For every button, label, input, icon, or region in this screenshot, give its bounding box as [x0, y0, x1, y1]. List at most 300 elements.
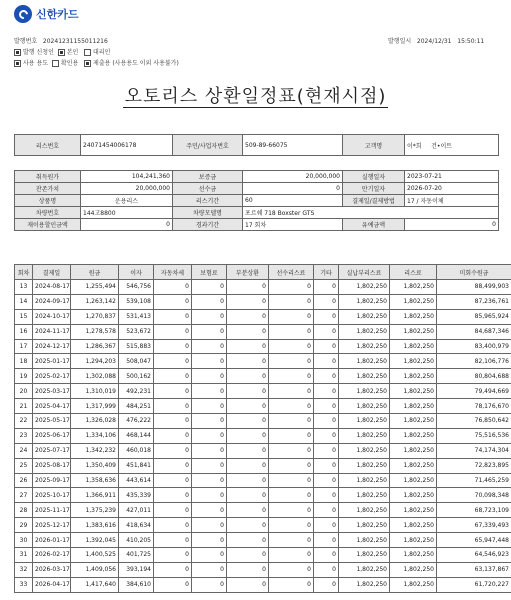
cell-outstanding-principal: 84,687,346 [437, 324, 511, 339]
cell-interest: 476,222 [119, 414, 154, 429]
cell-round: 24 [15, 443, 33, 458]
cell-insurance: 0 [192, 503, 227, 518]
acq-cost-value: 104,241,360 [81, 171, 173, 183]
cell-other: 0 [314, 428, 339, 443]
cell-lease-fee: 1,802,250 [390, 473, 437, 488]
elapsed-value: 17 회차 [243, 219, 343, 231]
lease-no-value: 24071454006178 [81, 135, 173, 156]
cell-advance-lease: 0 [269, 473, 314, 488]
table-row [15, 399, 511, 414]
cell-outstanding-principal: 83,400,979 [437, 339, 511, 354]
repayment-schedule-table [14, 264, 511, 593]
cell-interest: 384,610 [119, 577, 154, 592]
cell-other: 0 [314, 294, 339, 309]
cell-lease-fee: 1,802,250 [390, 443, 437, 458]
cell-partial-repay: 0 [227, 428, 269, 443]
cell-advance-lease: 0 [269, 309, 314, 324]
cell-other: 0 [314, 548, 339, 563]
cell-outstanding-principal: 68,723,109 [437, 503, 511, 518]
cell-pay-date: 2024-12-17 [33, 339, 71, 354]
cell-actual-payment: 1,802,250 [339, 458, 390, 473]
cell-car-tax: 0 [154, 280, 192, 295]
cell-advance-lease: 0 [269, 562, 314, 577]
cell-actual-payment: 1,802,250 [339, 339, 390, 354]
cell-other: 0 [314, 473, 339, 488]
payment-value: 17 / 자동이체 [405, 195, 499, 207]
cell-partial-repay: 0 [227, 473, 269, 488]
cell-other: 0 [314, 399, 339, 414]
cell-car-tax: 0 [154, 533, 192, 548]
cell-lease-fee: 1,802,250 [390, 324, 437, 339]
cell-partial-repay: 0 [227, 280, 269, 295]
cell-advance-lease: 0 [269, 384, 314, 399]
cell-outstanding-principal: 76,850,642 [437, 414, 511, 429]
exec-date-value: 2023-07-21 [405, 171, 499, 183]
cell-round: 32 [15, 562, 33, 577]
cell-advance-lease: 0 [269, 518, 314, 533]
id-label: 주민/사업자번호 [173, 135, 243, 156]
cell-car-tax: 0 [154, 503, 192, 518]
cell-outstanding-principal: 87,236,761 [437, 294, 511, 309]
cell-car-tax: 0 [154, 309, 192, 324]
product-value: 운용리스 [81, 195, 173, 207]
cell-car-tax: 0 [154, 562, 192, 577]
cell-interest: 451,841 [119, 458, 154, 473]
advance-value: 0 [243, 183, 343, 195]
col-header-round: 회차 [15, 265, 33, 280]
table-row [15, 414, 511, 429]
payment-label: 결제일/결제방법 [343, 195, 405, 207]
cell-actual-payment: 1,802,250 [339, 488, 390, 503]
cell-partial-repay: 0 [227, 369, 269, 384]
cell-pay-date: 2025-05-17 [33, 414, 71, 429]
cell-advance-lease: 0 [269, 488, 314, 503]
table-row [15, 458, 511, 473]
cell-round: 14 [15, 294, 33, 309]
cell-insurance: 0 [192, 443, 227, 458]
cell-interest: 460,018 [119, 443, 154, 458]
cell-partial-repay: 0 [227, 354, 269, 369]
cell-principal: 1,310,019 [71, 384, 119, 399]
cell-pay-date: 2025-01-17 [33, 354, 71, 369]
cell-interest: 401,725 [119, 548, 154, 563]
cell-interest: 500,162 [119, 369, 154, 384]
cell-advance-lease: 0 [269, 324, 314, 339]
col-header-other: 기타 [314, 265, 339, 280]
purpose-line [14, 58, 179, 67]
cell-other: 0 [314, 458, 339, 473]
cell-lease-fee: 1,802,250 [390, 488, 437, 503]
cell-pay-date: 2024-09-17 [33, 294, 71, 309]
cell-round: 18 [15, 354, 33, 369]
cell-principal: 1,342,232 [71, 443, 119, 458]
cell-outstanding-principal: 63,137,867 [437, 562, 511, 577]
cell-round: 27 [15, 488, 33, 503]
cell-actual-payment: 1,802,250 [339, 548, 390, 563]
residual-value: 20,000,000 [81, 183, 173, 195]
cell-interest: 539,108 [119, 294, 154, 309]
cell-outstanding-principal: 61,720,227 [437, 577, 511, 592]
cell-car-tax: 0 [154, 473, 192, 488]
cell-advance-lease: 0 [269, 414, 314, 429]
col-header-pay-date: 결제일 [33, 265, 71, 280]
cell-car-tax: 0 [154, 548, 192, 563]
cell-actual-payment: 1,802,250 [339, 562, 390, 577]
cell-outstanding-principal: 79,494,669 [437, 384, 511, 399]
cell-car-tax: 0 [154, 399, 192, 414]
cell-outstanding-principal: 70,098,348 [437, 488, 511, 503]
cell-advance-lease: 0 [269, 458, 314, 473]
applicant-self-checkbox[interactable] [58, 49, 65, 56]
cell-insurance: 0 [192, 428, 227, 443]
table-row [15, 443, 511, 458]
cell-actual-payment: 1,802,250 [339, 533, 390, 548]
cell-outstanding-principal: 64,546,923 [437, 548, 511, 563]
cell-partial-repay: 0 [227, 518, 269, 533]
deferred-value: 0 [405, 219, 499, 231]
cell-partial-repay: 0 [227, 562, 269, 577]
cell-pay-date: 2024-10-17 [33, 309, 71, 324]
cell-other: 0 [314, 324, 339, 339]
table-row [15, 354, 511, 369]
cell-actual-payment: 1,802,250 [339, 280, 390, 295]
cell-round: 22 [15, 414, 33, 429]
cell-outstanding-principal: 88,499,903 [437, 280, 511, 295]
deferred-label: 유예금액 [343, 219, 405, 231]
cell-car-tax: 0 [154, 577, 192, 592]
cell-interest: 435,339 [119, 488, 154, 503]
cell-lease-fee: 1,802,250 [390, 533, 437, 548]
cell-partial-repay: 0 [227, 458, 269, 473]
purpose-label: 사용 용도 [23, 60, 49, 67]
cell-interest: 468,144 [119, 428, 154, 443]
table-row [15, 384, 511, 399]
customer-value-cell [405, 135, 499, 156]
cell-interest: 515,883 [119, 339, 154, 354]
cell-interest: 492,231 [119, 384, 154, 399]
cell-round: 28 [15, 503, 33, 518]
cell-lease-fee: 1,802,250 [390, 503, 437, 518]
cell-principal: 1,286,367 [71, 339, 119, 354]
cell-actual-payment: 1,802,250 [339, 414, 390, 429]
cell-lease-fee: 1,802,250 [390, 280, 437, 295]
cell-insurance: 0 [192, 533, 227, 548]
cell-partial-repay: 0 [227, 577, 269, 592]
cell-pay-date: 2025-02-17 [33, 369, 71, 384]
contract-info-table [14, 170, 499, 231]
table-row [15, 324, 511, 339]
cell-interest: 523,672 [119, 324, 154, 339]
table-row [15, 503, 511, 518]
cell-other: 0 [314, 339, 339, 354]
cell-lease-fee: 1,802,250 [390, 339, 437, 354]
cell-principal: 1,302,088 [71, 369, 119, 384]
cell-actual-payment: 1,802,250 [339, 443, 390, 458]
cell-other: 0 [314, 369, 339, 384]
table-row [15, 294, 511, 309]
cell-principal: 1,392,045 [71, 533, 119, 548]
cell-interest: 508,047 [119, 354, 154, 369]
cell-round: 25 [15, 458, 33, 473]
cell-insurance: 0 [192, 399, 227, 414]
applicant-proxy-checkbox[interactable] [84, 49, 91, 56]
cell-principal: 1,326,028 [71, 414, 119, 429]
cell-outstanding-principal: 85,965,924 [437, 309, 511, 324]
cell-other: 0 [314, 533, 339, 548]
cell-round: 31 [15, 548, 33, 563]
cell-partial-repay: 0 [227, 414, 269, 429]
cell-car-tax: 0 [154, 354, 192, 369]
shinhan-logo-icon [14, 5, 32, 23]
cell-partial-repay: 0 [227, 339, 269, 354]
car-model-value: 포르쉐 718 Boxster GTS [243, 207, 499, 219]
customer-name: 이*희 [407, 142, 422, 150]
cell-lease-fee: 1,802,250 [390, 562, 437, 577]
cell-actual-payment: 1,802,250 [339, 473, 390, 488]
cell-advance-lease: 0 [269, 280, 314, 295]
reuse-discount-value: 0 [81, 219, 173, 231]
col-header-outstanding-principal: 미회수원금 [437, 265, 511, 280]
purpose-checkbox[interactable] [14, 60, 21, 67]
cell-actual-payment: 1,802,250 [339, 309, 390, 324]
cell-lease-fee: 1,802,250 [390, 518, 437, 533]
cell-principal: 1,350,409 [71, 458, 119, 473]
deposit-label: 보증금 [173, 171, 243, 183]
cell-partial-repay: 0 [227, 548, 269, 563]
applicant-checkbox[interactable] [14, 49, 21, 56]
car-no-label: 차량번호 [15, 207, 81, 219]
table-row [15, 518, 511, 533]
cell-outstanding-principal: 82,106,776 [437, 354, 511, 369]
cell-insurance: 0 [192, 518, 227, 533]
cell-insurance: 0 [192, 354, 227, 369]
col-header-actual-payment: 실납부리스료 [339, 265, 390, 280]
cell-outstanding-principal: 74,174,304 [437, 443, 511, 458]
cell-outstanding-principal: 78,176,670 [437, 399, 511, 414]
cell-actual-payment: 1,802,250 [339, 577, 390, 592]
cell-advance-lease: 0 [269, 443, 314, 458]
maturity-value: 2026-07-20 [405, 183, 499, 195]
table-row [15, 428, 511, 443]
cell-principal: 1,366,911 [71, 488, 119, 503]
cell-principal: 1,409,056 [71, 562, 119, 577]
issue-time: 15:50:11 [457, 38, 485, 45]
cell-car-tax: 0 [154, 443, 192, 458]
cell-pay-date: 2025-12-17 [33, 518, 71, 533]
residual-label: 잔존가치 [15, 183, 81, 195]
cell-outstanding-principal: 65,947,448 [437, 533, 511, 548]
cell-insurance: 0 [192, 339, 227, 354]
cell-other: 0 [314, 384, 339, 399]
cell-insurance: 0 [192, 548, 227, 563]
cell-other: 0 [314, 354, 339, 369]
cell-partial-repay: 0 [227, 443, 269, 458]
advance-label: 선수금 [173, 183, 243, 195]
table-row [15, 309, 511, 324]
print-number: 20241231155011216 [42, 38, 108, 45]
cell-actual-payment: 1,802,250 [339, 294, 390, 309]
cell-round: 21 [15, 399, 33, 414]
cell-principal: 1,400,525 [71, 548, 119, 563]
cell-pay-date: 2025-09-17 [33, 473, 71, 488]
cell-car-tax: 0 [154, 294, 192, 309]
cell-round: 19 [15, 369, 33, 384]
cell-pay-date: 2026-01-17 [33, 533, 71, 548]
cell-other: 0 [314, 443, 339, 458]
cell-advance-lease: 0 [269, 339, 314, 354]
purpose-confirm-label: 확인용 [60, 60, 79, 67]
maturity-label: 만기일자 [343, 183, 405, 195]
applicant-line [14, 47, 110, 56]
cell-pay-date: 2024-08-17 [33, 280, 71, 295]
cell-lease-fee: 1,802,250 [390, 369, 437, 384]
cell-insurance: 0 [192, 369, 227, 384]
issue-line [388, 36, 484, 45]
cell-pay-date: 2026-04-17 [33, 577, 71, 592]
table-row [15, 280, 511, 295]
cell-principal: 1,255,494 [71, 280, 119, 295]
cell-actual-payment: 1,802,250 [339, 518, 390, 533]
issue-label: 발행일시 [388, 38, 412, 45]
cell-lease-fee: 1,802,250 [390, 354, 437, 369]
cell-pay-date: 2025-11-17 [33, 503, 71, 518]
cell-principal: 1,417,640 [71, 577, 119, 592]
cell-principal: 1,278,578 [71, 324, 119, 339]
cell-lease-fee: 1,802,250 [390, 399, 437, 414]
cell-partial-repay: 0 [227, 503, 269, 518]
product-label: 상품명 [15, 195, 81, 207]
brand-name: 신한카드 [36, 8, 79, 21]
elapsed-label: 경과기간 [173, 219, 243, 231]
cell-partial-repay: 0 [227, 533, 269, 548]
cell-outstanding-principal: 75,516,536 [437, 428, 511, 443]
cell-advance-lease: 0 [269, 399, 314, 414]
cell-interest: 418,634 [119, 518, 154, 533]
cell-round: 13 [15, 280, 33, 295]
customer-label: 고객명 [343, 135, 405, 156]
cell-partial-repay: 0 [227, 399, 269, 414]
cell-car-tax: 0 [154, 458, 192, 473]
cell-pay-date: 2026-02-17 [33, 548, 71, 563]
cell-round: 30 [15, 533, 33, 548]
col-header-partial-repay: 부분상환 [227, 265, 269, 280]
table-row [15, 488, 511, 503]
cell-insurance: 0 [192, 414, 227, 429]
applicant-label: 발행 신청인 [23, 49, 54, 56]
cell-car-tax: 0 [154, 369, 192, 384]
cell-principal: 1,317,999 [71, 399, 119, 414]
schedule-header-row [15, 265, 511, 280]
cell-interest: 443,614 [119, 473, 154, 488]
cell-insurance: 0 [192, 324, 227, 339]
table-row [15, 548, 511, 563]
cell-insurance: 0 [192, 488, 227, 503]
cell-actual-payment: 1,802,250 [339, 324, 390, 339]
cell-car-tax: 0 [154, 428, 192, 443]
lease-info-table [14, 134, 499, 156]
cell-pay-date: 2025-07-17 [33, 443, 71, 458]
cell-partial-repay: 0 [227, 324, 269, 339]
cell-partial-repay: 0 [227, 488, 269, 503]
acq-cost-label: 취득원가 [15, 171, 81, 183]
purpose-confirm-checkbox[interactable] [52, 60, 59, 67]
table-row [15, 473, 511, 488]
deposit-value: 20,000,000 [243, 171, 343, 183]
cell-car-tax: 0 [154, 488, 192, 503]
applicant-self-label: 본인 [66, 49, 79, 56]
cell-insurance: 0 [192, 473, 227, 488]
page-title: 오토리스 상환일정표(현재시점) [124, 86, 387, 107]
cell-actual-payment: 1,802,250 [339, 354, 390, 369]
cell-insurance: 0 [192, 577, 227, 592]
cell-interest: 410,205 [119, 533, 154, 548]
cell-other: 0 [314, 518, 339, 533]
car-no-value: 144고8800 [81, 207, 173, 219]
cell-principal: 1,270,837 [71, 309, 119, 324]
print-number-label: 발행번호 [14, 38, 38, 45]
col-header-car-tax: 자동차세 [154, 265, 192, 280]
lease-term-value: 60 [243, 195, 343, 207]
cell-advance-lease: 0 [269, 503, 314, 518]
col-header-insurance: 보험료 [192, 265, 227, 280]
cell-other: 0 [314, 562, 339, 577]
cell-partial-repay: 0 [227, 309, 269, 324]
cell-car-tax: 0 [154, 414, 192, 429]
cell-round: 23 [15, 428, 33, 443]
cell-lease-fee: 1,802,250 [390, 294, 437, 309]
table-row [15, 562, 511, 577]
customer-extra: 건•이트 [431, 142, 453, 150]
cell-interest: 427,011 [119, 503, 154, 518]
cell-outstanding-principal: 72,823,895 [437, 458, 511, 473]
cell-pay-date: 2025-04-17 [33, 399, 71, 414]
table-row [15, 533, 511, 548]
cell-round: 29 [15, 518, 33, 533]
cell-lease-fee: 1,802,250 [390, 577, 437, 592]
cell-pay-date: 2025-08-17 [33, 458, 71, 473]
lease-no-label: 리스번호 [15, 135, 81, 156]
applicant-proxy-label: 대리인 [93, 49, 111, 56]
cell-other: 0 [314, 488, 339, 503]
cell-advance-lease: 0 [269, 533, 314, 548]
table-row [15, 577, 511, 592]
cell-lease-fee: 1,802,250 [390, 309, 437, 324]
cell-interest: 546,756 [119, 280, 154, 295]
cell-car-tax: 0 [154, 518, 192, 533]
cell-car-tax: 0 [154, 384, 192, 399]
cell-other: 0 [314, 309, 339, 324]
purpose-submit-label: 제출용 (사용용도 이외 사용불가) [93, 60, 179, 67]
cell-lease-fee: 1,802,250 [390, 458, 437, 473]
cell-pay-date: 2026-03-17 [33, 562, 71, 577]
cell-partial-repay: 0 [227, 384, 269, 399]
cell-insurance: 0 [192, 384, 227, 399]
cell-outstanding-principal: 80,804,688 [437, 369, 511, 384]
reuse-discount-label: 재이용할인금액 [15, 219, 81, 231]
cell-round: 20 [15, 384, 33, 399]
cell-pay-date: 2025-10-17 [33, 488, 71, 503]
cell-round: 33 [15, 577, 33, 592]
cell-round: 26 [15, 473, 33, 488]
print-number-line [14, 36, 108, 45]
purpose-submit-checkbox[interactable] [84, 60, 91, 67]
col-header-interest: 이자 [119, 265, 154, 280]
cell-lease-fee: 1,802,250 [390, 384, 437, 399]
cell-insurance: 0 [192, 458, 227, 473]
cell-principal: 1,263,142 [71, 294, 119, 309]
exec-date-label: 실행일자 [343, 171, 405, 183]
cell-other: 0 [314, 414, 339, 429]
